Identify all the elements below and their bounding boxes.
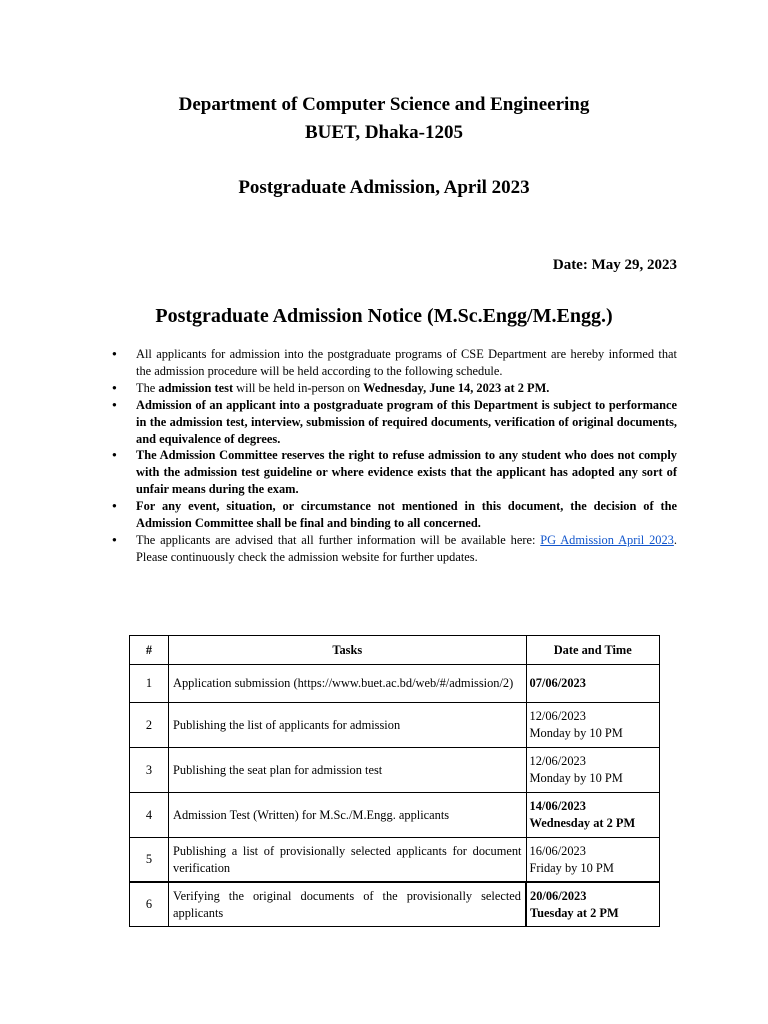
row-date: 20/06/2023 <box>530 888 587 903</box>
row-date: 16/06/2023 <box>529 843 586 858</box>
bullet-text: The <box>136 380 159 395</box>
bullet-text: Admission of an applicant into a postgraduate program of this Department is subject to performance in the admission test, interview, submission of required documents, verification of original documents, and equivalence of degrees. <box>136 397 677 446</box>
row-number: 4 <box>130 793 169 838</box>
row-date-time <box>526 748 660 793</box>
table-header-row <box>130 636 660 665</box>
bullet-text: . Please continuously check the admission website for further updates. <box>136 532 677 564</box>
bullet-text: The Admission Committee reserves the right to refuse admission to any student who does not comply with the admission test guideline or where evidence exists that the applicant has adopted any sort of unfair means during the exam. <box>136 448 677 497</box>
row-number: 3 <box>130 748 169 793</box>
pg-admission-link[interactable]: PG Admission April 2023 <box>540 532 674 547</box>
header-tasks: Tasks <box>169 636 527 665</box>
bullet-text: will be held in-person on <box>233 380 364 395</box>
row-date-time <box>526 882 660 927</box>
bullet-item <box>109 447 677 498</box>
row-date: 07/06/2023 <box>529 676 586 691</box>
table-row <box>130 882 660 927</box>
bullet-item <box>109 380 677 397</box>
notice-date: Date: May 29, 2023 <box>552 257 677 273</box>
row-time: Tuesday at 2 PM <box>530 905 619 920</box>
table-row <box>130 665 660 703</box>
schedule-table <box>129 635 660 927</box>
bullet-text: The applicants are advised that all further information will be available here: <box>136 532 541 547</box>
bullet-text: All applicants for admission into the postgraduate programs of CSE Department are hereby informed that the admission procedure will be held according to the following schedule. <box>136 347 677 378</box>
row-task: Verifying the original documents of the provisionally selected applicants <box>169 882 527 927</box>
bullet-text: For any event, situation, or circumstance not mentioned in this document, the decision of the Admission Committee shall be final and binding to all concerned. <box>136 499 677 531</box>
bullet-emphasis: Wednesday, June 14, 2023 at 2 PM. <box>363 380 550 395</box>
row-number: 2 <box>130 703 169 748</box>
table-row <box>130 703 660 748</box>
table-row <box>130 748 660 793</box>
row-time: Monday by 10 PM <box>529 771 623 785</box>
notice-title: Postgraduate Admission Notice (M.Sc.Engg/M.Engg.) <box>155 305 613 327</box>
row-time: Friday by 10 PM <box>529 860 614 875</box>
row-task: Publishing the seat plan for admission test <box>169 748 527 793</box>
bullet-item <box>109 532 677 566</box>
row-task: Publishing a list of provisionally selected applicants for document verification <box>169 838 527 883</box>
row-date-time <box>526 703 660 748</box>
bullet-item <box>109 346 677 380</box>
header-number: # <box>130 636 169 665</box>
row-task: Publishing the list of applicants for admission <box>169 703 527 748</box>
row-time: Monday by 10 PM <box>529 726 623 740</box>
row-date: 12/06/2023 <box>529 754 586 769</box>
header-date-time: Date and Time <box>526 636 660 665</box>
row-number: 1 <box>130 665 169 703</box>
bullet-emphasis: admission test <box>158 380 234 395</box>
table-row <box>130 793 660 838</box>
row-task: Admission Test (Written) for M.Sc./M.Engg. applicants <box>169 793 527 838</box>
notice-bullet-list <box>109 346 677 566</box>
row-number: 6 <box>130 882 169 927</box>
row-time: Wednesday at 2 PM <box>529 816 636 830</box>
row-number: 5 <box>130 838 169 883</box>
bullet-item <box>109 397 677 448</box>
bullet-item <box>109 498 677 532</box>
admission-heading: Postgraduate Admission, April 2023 <box>238 177 530 198</box>
row-date: 12/06/2023 <box>529 709 586 724</box>
row-date-time <box>526 665 660 703</box>
row-date-time <box>526 793 660 838</box>
row-task: Application submission (https://www.buet.ac.bd/web/#/admission/2) <box>169 665 527 703</box>
row-date-time <box>526 838 660 883</box>
institution-heading: BUET, Dhaka-1205 <box>304 122 463 143</box>
table-row <box>130 838 660 883</box>
row-date: 14/06/2023 <box>529 799 586 814</box>
department-heading: Department of Computer Science and Engineering <box>178 94 590 115</box>
